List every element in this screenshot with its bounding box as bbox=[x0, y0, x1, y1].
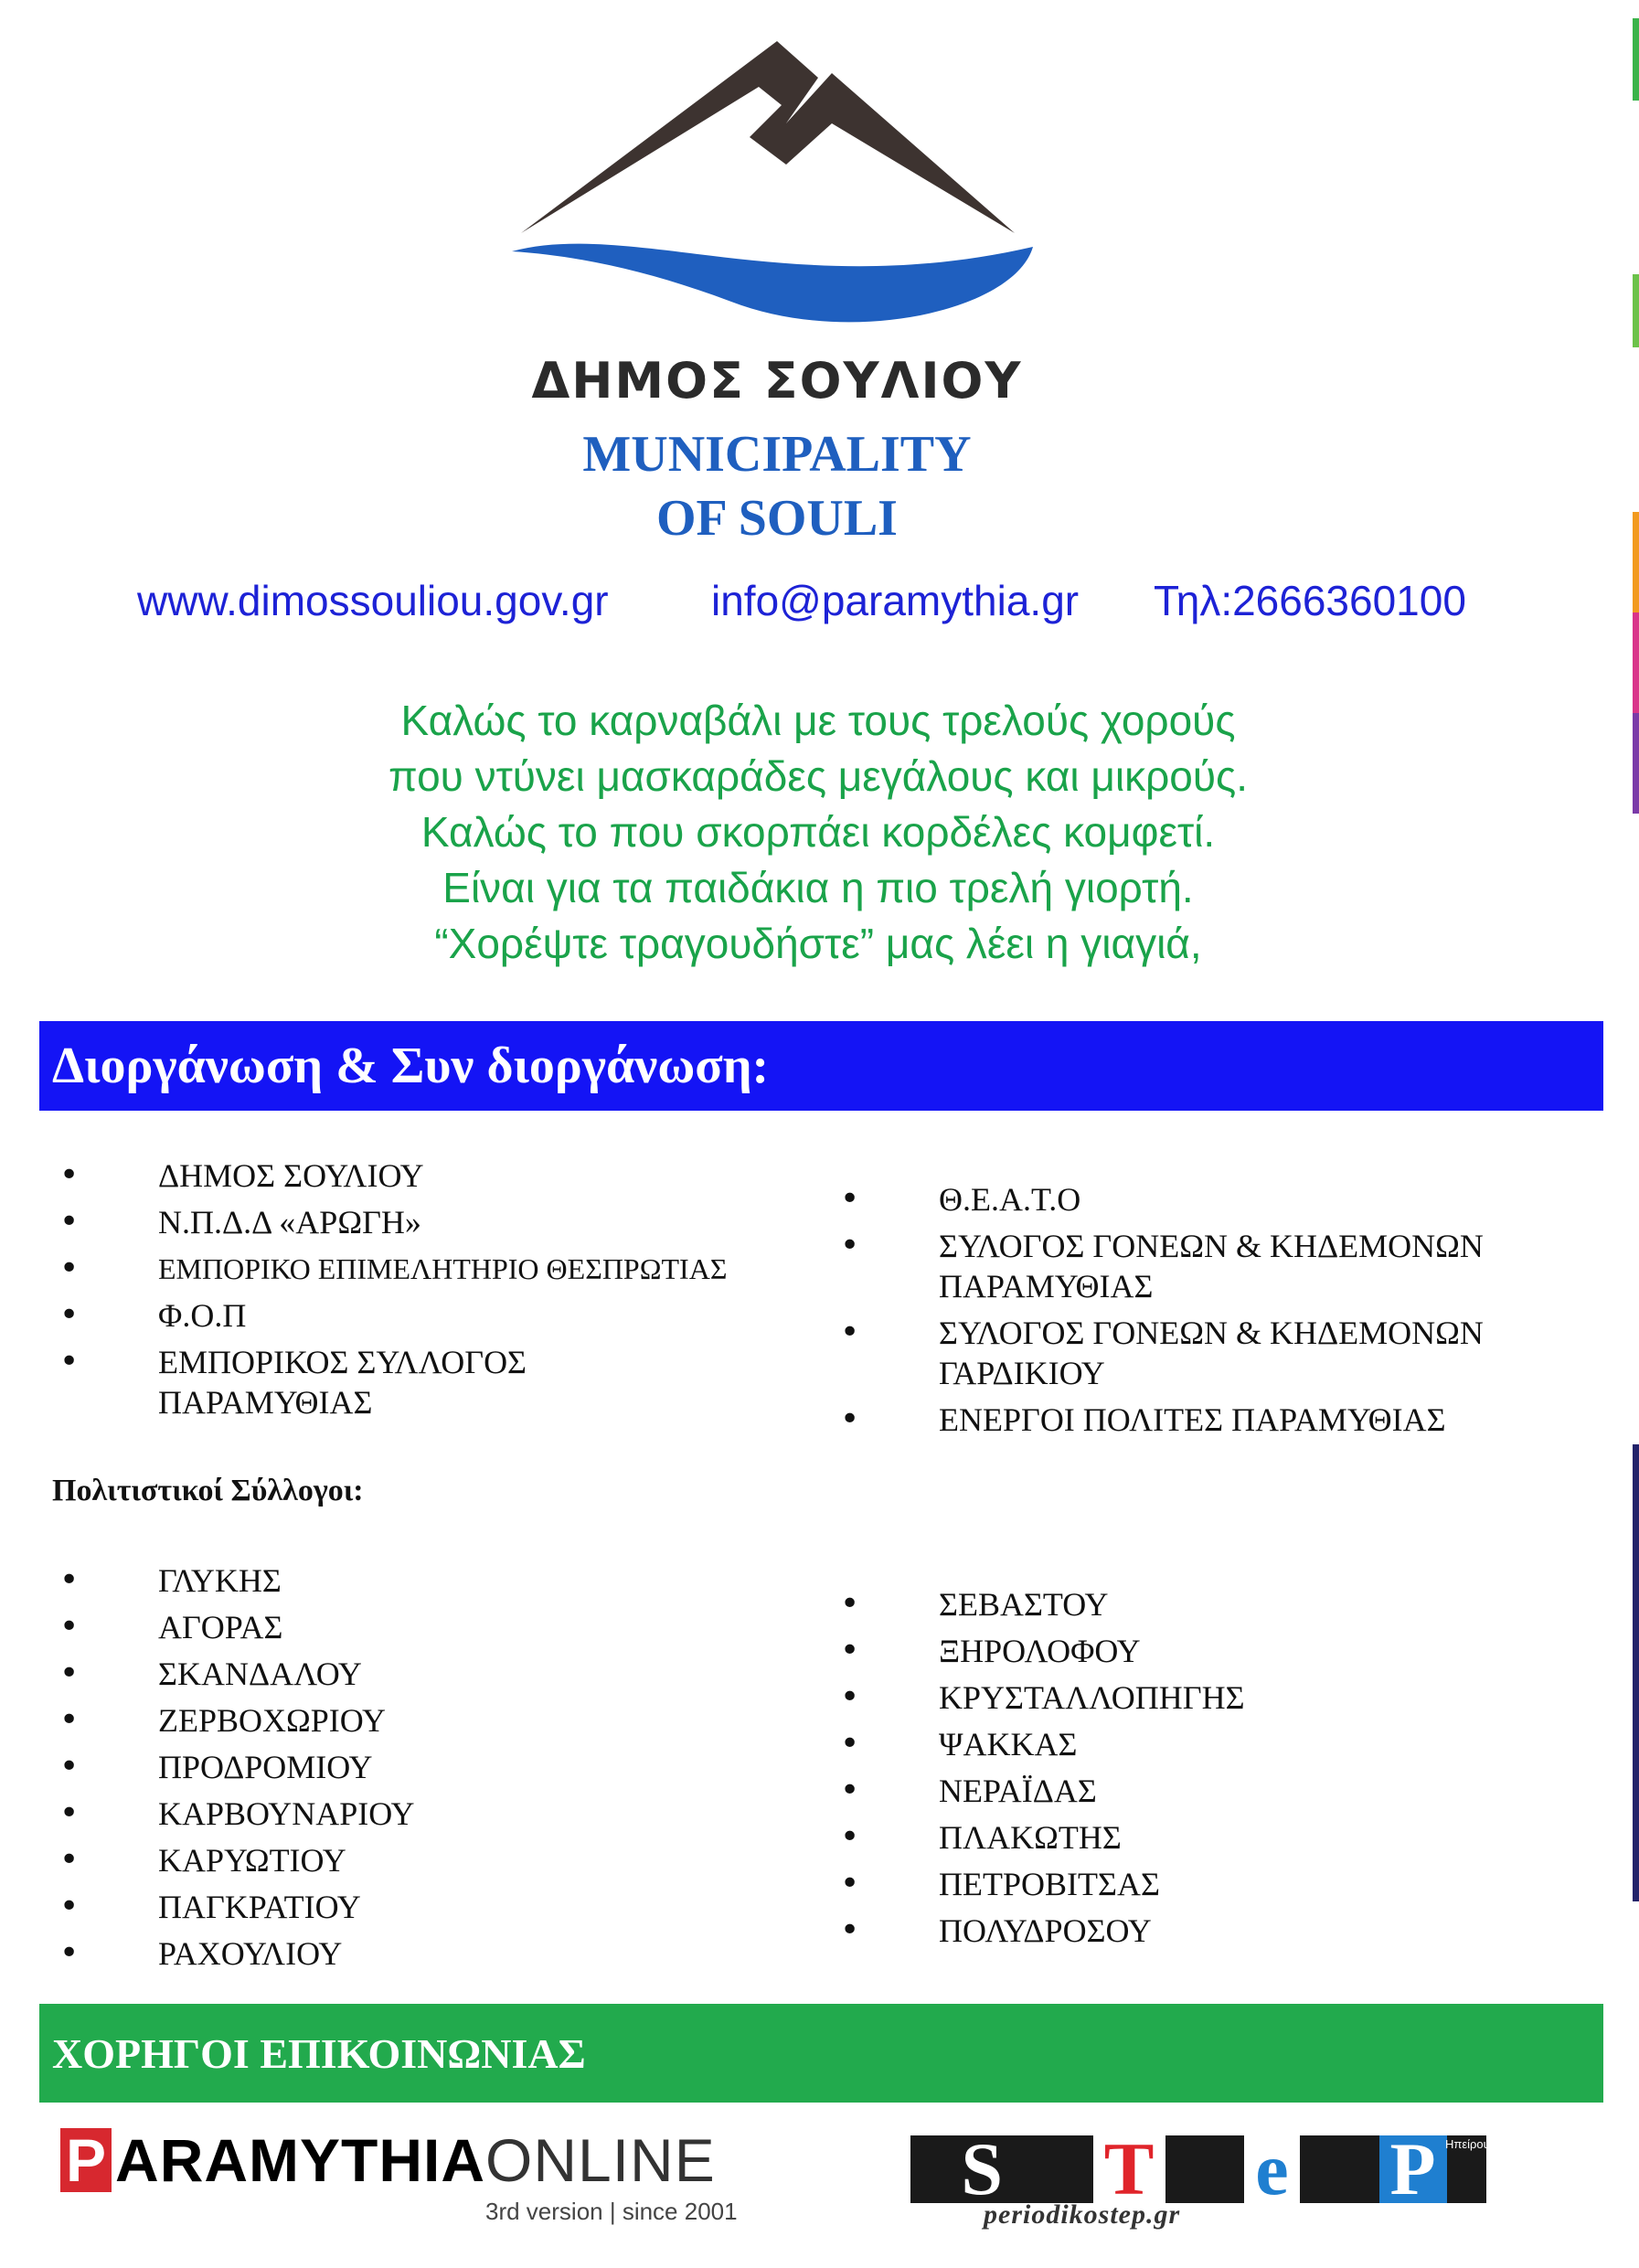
bullet-icon: • bbox=[840, 1314, 860, 1351]
bullet-icon: • bbox=[59, 1608, 80, 1645]
bullet-icon: • bbox=[840, 1585, 860, 1623]
list-item: • ΡΑΧΟΥΛΙΟΥ bbox=[59, 1934, 343, 1972]
paramythia-tagline: 3rd version | since 2001 bbox=[485, 2198, 738, 2225]
list-item: • ΠΕΤΡΟΒΙΤΣΑΣ bbox=[840, 1865, 1160, 1902]
bullet-icon: • bbox=[840, 1180, 860, 1218]
bullet-icon: • bbox=[840, 1678, 860, 1716]
website-link[interactable]: www.dimossouliou.gov.gr bbox=[137, 577, 609, 624]
bullet-icon: • bbox=[59, 1934, 80, 1972]
poem-line: Καλώς το που σκορπάει κορδέλες κομφετί. bbox=[420, 808, 1216, 856]
poem-line: “Χορέψτε τραγουδήστε” μας λέει η γιαγιά, bbox=[434, 920, 1202, 967]
bullet-icon: • bbox=[59, 1343, 80, 1380]
list-item: • ΨΑΚΚΑΣ bbox=[840, 1725, 1078, 1762]
organization-banner bbox=[39, 1021, 1603, 1111]
list-item: • ΚΑΡΒΟΥΝΑΡΙΟΥ bbox=[59, 1794, 415, 1832]
list-item: • ΣΚΑΝΔΑΛΟΥ bbox=[59, 1655, 362, 1692]
edge-strip-pink bbox=[1633, 612, 1639, 713]
step-letter: T bbox=[1093, 2135, 1165, 2203]
poem-line: Είναι για τα παιδάκια η πιο τρελή γιορτή. bbox=[442, 864, 1194, 911]
bullet-icon: • bbox=[840, 1632, 860, 1669]
logo-english-line2: OF SOULI bbox=[656, 490, 898, 547]
bullet-icon: • bbox=[59, 1748, 80, 1785]
carnival-poem bbox=[137, 693, 1499, 972]
bullet-icon: • bbox=[59, 1296, 80, 1334]
paramythia-bold-text: ARAMYTHIA bbox=[115, 2126, 485, 2194]
logo-greek-name: ΔΗΜΟΣ ΣΟΥΛΙΟΥ bbox=[531, 352, 1023, 410]
list-item: • Θ.Ε.Α.Τ.Ο bbox=[840, 1180, 1081, 1218]
cultural-list-right bbox=[840, 1584, 1579, 1957]
list-item: • ΣΥΛΟΓΟΣ ΓΟΝΕΩΝ & ΚΗΔΕΜΟΝΩΝ ΓΑΡΔΙΚΙΟΥ bbox=[840, 1314, 1484, 1391]
edge-strip-green bbox=[1633, 274, 1639, 347]
bullet-icon: • bbox=[59, 1655, 80, 1692]
river-wave-shape bbox=[512, 244, 1033, 323]
paramythia-light-text: ONLINE bbox=[485, 2126, 716, 2194]
list-item: • ΓΛΥΚΗΣ bbox=[59, 1561, 282, 1599]
phone-number: Τηλ:2666360100 bbox=[1154, 577, 1466, 624]
list-item: • ΠΛΑΚΩΤΗΣ bbox=[840, 1818, 1122, 1856]
step-letter: S bbox=[961, 2127, 1003, 2210]
paramythia-online-logo bbox=[60, 2128, 764, 2238]
list-item: • ΠΟΛΥΔΡΟΣΟΥ bbox=[840, 1911, 1152, 1949]
step-wordmark bbox=[910, 2127, 1486, 2210]
paramythia-wordmark bbox=[60, 2128, 716, 2192]
bullet-icon: • bbox=[59, 1203, 80, 1240]
poem-line: που ντύνει μασκαράδες μεγάλους και μικρούς. bbox=[388, 752, 1248, 800]
list-item: • Φ.Ο.Π bbox=[59, 1296, 247, 1334]
list-item: • ΕΜΠΟΡΙΚΟ ΕΠΙΜΕΛΗΤΗΡΙΟ ΘΕΣΠΡΩΤΙΑΣ bbox=[59, 1250, 728, 1287]
organization-heading: Διοργάνωση & Συν διοργάνωση: bbox=[52, 1038, 770, 1094]
bullet-icon: • bbox=[840, 1772, 860, 1809]
list-item: • ΝΕΡΑΪΔΑΣ bbox=[840, 1772, 1097, 1809]
bullet-icon: • bbox=[59, 1841, 80, 1879]
cultural-list-left bbox=[59, 1560, 798, 1980]
municipality-logo-mark bbox=[503, 37, 1042, 347]
step-magazine-logo bbox=[910, 2127, 1490, 2236]
bullet-icon: • bbox=[840, 1400, 860, 1438]
list-item: • ΣΥΛΟΓΟΣ ΓΟΝΕΩΝ & ΚΗΔΕΜΟΝΩΝ ΠΑΡΑΜΥΘΙΑΣ bbox=[840, 1227, 1484, 1304]
bullet-icon: • bbox=[59, 1561, 80, 1599]
paramythia-p-letter: P bbox=[60, 2128, 112, 2192]
cultural-associations-heading: Πολιτιστικοί Σύλλογοι: bbox=[52, 1474, 364, 1507]
list-item: • ΚΡΥΣΤΑΛΛΟΠΗΓΗΣ bbox=[840, 1678, 1245, 1716]
edge-strip-navy bbox=[1633, 1444, 1639, 1901]
edge-strip-green bbox=[1633, 18, 1639, 101]
logo-english-line1: MUNICIPALITY bbox=[582, 426, 972, 483]
list-item: • ΖΕΡΒΟΧΩΡΙΟΥ bbox=[59, 1701, 386, 1739]
step-letter: e bbox=[1244, 2135, 1299, 2203]
list-item: • ΑΓΟΡΑΣ bbox=[59, 1608, 283, 1645]
poem-line: Καλώς το καρναβάλι με τους τρελούς χορούς bbox=[400, 697, 1236, 744]
bullet-icon: • bbox=[840, 1725, 860, 1762]
edge-strip-purple bbox=[1633, 713, 1639, 814]
bullet-icon: • bbox=[840, 1818, 860, 1856]
list-item: • ΠΑΓΚΡΑΤΙΟΥ bbox=[59, 1888, 361, 1925]
step-region-label: Ηπείρου bbox=[1445, 2137, 1490, 2151]
bullet-icon: • bbox=[59, 1250, 80, 1287]
list-item: • ΚΑΡΥΩΤΙΟΥ bbox=[59, 1841, 346, 1879]
bullet-icon: • bbox=[840, 1865, 860, 1902]
list-item: • ΕΝΕΡΓΟΙ ΠΟΛΙΤΕΣ ΠΑΡΑΜΥΘΙΑΣ bbox=[840, 1400, 1446, 1438]
list-item: • ΕΜΠΟΡΙΚΟΣ ΣΥΛΛΟΓΟΣ ΠΑΡΑΜΥΘΙΑΣ bbox=[59, 1343, 527, 1421]
bullet-icon: • bbox=[59, 1156, 80, 1194]
list-item: • ΣΕΒΑΣΤΟΥ bbox=[840, 1585, 1109, 1623]
list-item: • ΞΗΡΟΛΟΦΟΥ bbox=[840, 1632, 1141, 1669]
media-sponsors-heading: ΧΟΡΗΓΟΙ ΕΠΙΚΟΙΝΩΝΙΑΣ bbox=[52, 2029, 586, 2077]
organizers-list-left bbox=[59, 1155, 816, 1429]
organizers-list-right bbox=[840, 1179, 1597, 1446]
bullet-icon: • bbox=[840, 1227, 860, 1264]
bullet-icon: • bbox=[59, 1888, 80, 1925]
bullet-icon: • bbox=[59, 1794, 80, 1832]
media-sponsors-banner bbox=[39, 2004, 1603, 2103]
step-letter: P bbox=[1379, 2135, 1447, 2203]
bullet-icon: • bbox=[59, 1701, 80, 1739]
list-item: • ΔΗΜΟΣ ΣΟΥΛΙΟΥ bbox=[59, 1156, 424, 1194]
list-item: • Ν.Π.Δ.Δ «ΑΡΩΓΗ» bbox=[59, 1203, 421, 1240]
email-link[interactable]: info@paramythia.gr bbox=[711, 577, 1080, 624]
list-item: • ΠΡΟΔΡΟΜΙΟΥ bbox=[59, 1748, 373, 1785]
bullet-icon: • bbox=[840, 1911, 860, 1949]
mountain-shape bbox=[521, 41, 1015, 233]
step-url: periodikostep.gr bbox=[984, 2199, 1181, 2230]
edge-strip-orange bbox=[1633, 512, 1639, 612]
